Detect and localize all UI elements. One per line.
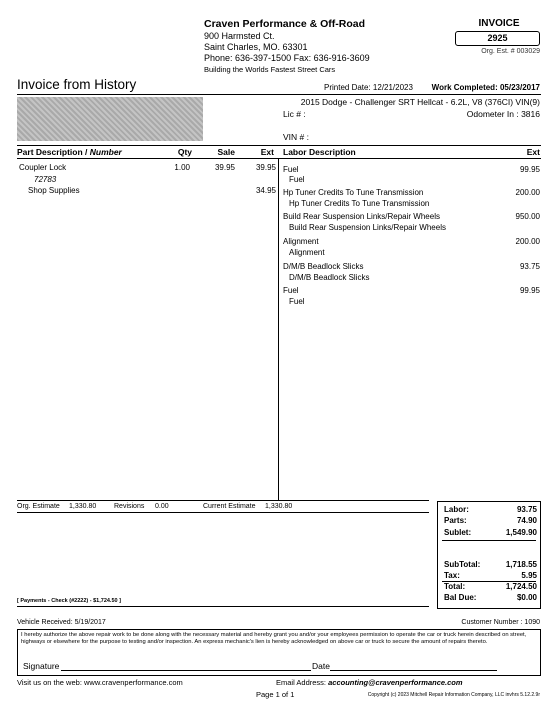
vin-number: VIN # : — [283, 132, 309, 142]
shop-tagline: Building the Worlds Fastest Street Cars — [204, 65, 336, 74]
part-row-2-description: Shop Supplies — [28, 186, 80, 195]
labor-header-ext: Ext — [526, 147, 540, 157]
labor-row-6-title: Fuel — [283, 286, 299, 295]
subtotal-value: 1,718.55 — [505, 560, 537, 569]
customer-info-redacted — [17, 97, 203, 141]
website-text: Visit us on the web: www.cravenperformance.com — [17, 678, 183, 687]
table-header-top-border — [17, 145, 541, 146]
parts-total-value: 74.90 — [516, 516, 537, 525]
labor-row-2-detail: Hp Tuner Credits To Tune Transmission — [289, 199, 430, 208]
labor-total-value: 93.75 — [516, 505, 537, 514]
sublet-total-label: Sublet: — [444, 528, 472, 537]
labor-row-5-title: D/M/B Beadlock Slicks — [283, 262, 364, 271]
totals-tax-row — [444, 571, 537, 580]
authorization-box — [17, 629, 541, 676]
date-line[interactable] — [330, 670, 497, 671]
totals-labor-row — [444, 505, 537, 514]
totals-balance-row — [444, 593, 537, 602]
totals-parts-row — [444, 516, 537, 525]
signature-label: Signature — [23, 661, 60, 671]
part-row-2-ext: 34.95 — [255, 186, 276, 195]
labor-row-6-detail: Fuel — [289, 297, 305, 306]
part-row-1-number: 72783 — [34, 175, 57, 184]
table-header-bottom-border — [17, 158, 541, 159]
page-title: Invoice from History — [17, 77, 137, 92]
email-address — [276, 678, 463, 687]
revisions-label: Revisions — [114, 503, 145, 510]
labor-row-1-ext: 99.95 — [519, 165, 540, 174]
labor-row-3-detail: Build Rear Suspension Links/Repair Wheels — [289, 223, 446, 232]
sublet-total-value: 1,549.90 — [505, 528, 537, 537]
page-number: Page 1 of 1 — [256, 690, 295, 699]
printed-date: Printed Date: 12/21/2023 — [324, 83, 413, 92]
payments-summary: [ Payments - Check (#2222) - $1,724.50 ] — [17, 598, 121, 604]
balance-due-label: Bal Due: — [444, 593, 477, 602]
labor-row-3-title: Build Rear Suspension Links/Repair Wheels — [283, 212, 440, 221]
signature-line[interactable] — [61, 670, 311, 671]
grand-total-value: 1,724.50 — [505, 582, 537, 591]
customer-number: Customer Number : 1090 — [461, 619, 540, 626]
tax-value: 5.95 — [521, 571, 537, 580]
part-row-1-qty: 1.00 — [174, 163, 190, 172]
labor-row-4-ext: 200.00 — [515, 237, 540, 246]
title-divider — [17, 94, 541, 95]
labor-row-6-ext: 99.95 — [519, 286, 540, 295]
grand-total-label: Total: — [444, 582, 466, 591]
invoice-label: INVOICE — [478, 18, 520, 29]
shop-phone: Phone: 636-397-1500 Fax: 636-916-3609 — [204, 53, 370, 63]
revisions-value: 0.00 — [155, 503, 169, 510]
totals-box — [437, 501, 541, 609]
labor-row-1-title: Fuel — [283, 165, 299, 174]
totals-separator — [442, 540, 536, 541]
vehicle-description: 2015 Dodge - Challenger SRT Hellcat - 6.2L, V8 (376CI) VIN(9) — [300, 97, 540, 107]
part-row-1-description: Coupler Lock — [19, 163, 67, 172]
shop-address-line2: Saint Charles, MO. 63301 — [204, 42, 308, 52]
labor-header-description: Labor Description — [283, 147, 356, 157]
labor-row-2-title: Hp Tuner Credits To Tune Transmission — [283, 188, 424, 197]
estimate-row-border — [17, 512, 429, 513]
labor-row-4-title: Alignment — [283, 237, 319, 246]
odometer-in: Odometer In : 3816 — [466, 109, 540, 119]
labor-row-5-detail: D/M/B Beadlock Slicks — [289, 273, 370, 282]
totals-total-row — [444, 582, 537, 591]
parts-header-separator: / — [82, 147, 90, 157]
work-completed-date: Work Completed: 05/23/2017 — [431, 83, 540, 92]
balance-due-value: $0.00 — [516, 593, 537, 602]
labor-row-4-detail: Alignment — [289, 248, 325, 257]
parts-total-label: Parts: — [444, 516, 467, 525]
license-number: Lic # : — [283, 109, 306, 119]
labor-row-2-ext: 200.00 — [515, 188, 540, 197]
totals-subtotal-row — [444, 560, 537, 569]
items-bottom-border — [17, 500, 429, 501]
labor-total-label: Labor: — [444, 505, 469, 514]
parts-header-ext: Ext — [260, 147, 274, 157]
labor-row-5-ext: 93.75 — [519, 262, 540, 271]
labor-row-3-ext: 950.00 — [515, 212, 540, 221]
org-estimate-number: Org. Est. # 003029 — [481, 48, 540, 55]
subtotal-label: SubTotal: — [444, 560, 481, 569]
part-row-1-sale: 39.95 — [214, 163, 235, 172]
parts-header-number-label: Number — [89, 147, 122, 157]
invoice-number: 2925 — [455, 31, 540, 46]
parts-header-sale: Sale — [217, 147, 235, 157]
parts-header-qty: Qty — [177, 147, 192, 157]
tax-label: Tax: — [444, 571, 460, 580]
copyright-notice: Copyright (c) 2023 Mitchell Repair Information Company, LLC invhrs 5.12.2.9r — [367, 692, 540, 698]
authorization-text: I hereby authorize the above repair work to be done along with the necessary material and hereby grant you and/or your employees permission to operate the car or truck herein described on street, highways or elsewhere for the purpose to testing and/or inspection. An express mechanic's lien is hereby acknowledged on above car or truck to secure the amount of repairs thereto. — [21, 632, 527, 645]
labor-row-1-detail: Fuel — [289, 175, 305, 184]
parts-header-description — [17, 147, 122, 157]
payments-bottom-border — [17, 606, 429, 607]
current-estimate-label: Current Estimate — [203, 503, 256, 510]
part-row-1-ext: 39.95 — [255, 163, 276, 172]
totals-sublet-row — [444, 528, 537, 537]
shop-address-line1: 900 Harmsted Ct. — [204, 31, 275, 41]
org-estimate-label: Org. Estimate — [17, 503, 60, 510]
date-label: Date — [312, 661, 330, 671]
parts-labor-divider — [278, 158, 279, 500]
current-estimate-value: 1,330.80 — [265, 503, 293, 510]
email-label: Email Address: — [276, 678, 327, 687]
vehicle-received-date: Vehicle Received: 5/19/2017 — [17, 619, 106, 626]
email-link[interactable]: accounting@cravenperformance.com — [328, 678, 463, 687]
org-estimate-value: 1,330.80 — [69, 503, 97, 510]
shop-name: Craven Performance & Off-Road — [204, 18, 366, 30]
parts-header-desc-label: Part Description — [17, 147, 83, 157]
